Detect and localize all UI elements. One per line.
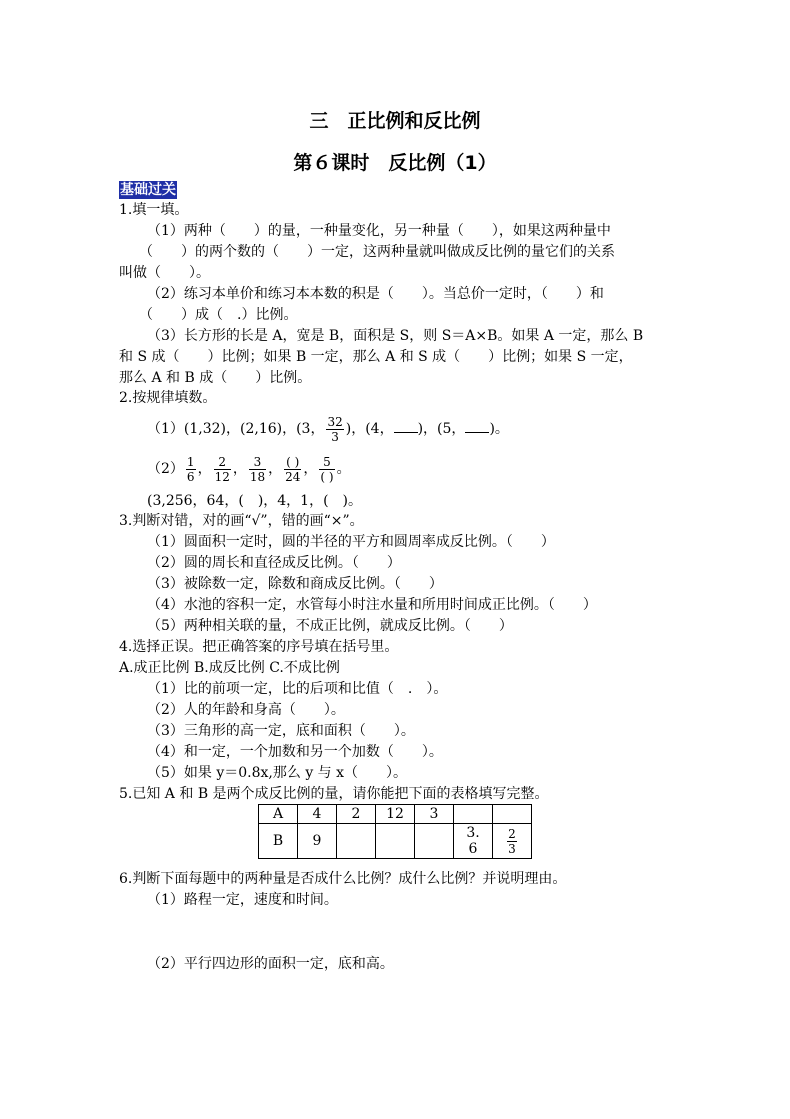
q3-item: （1）圆面积一定时，圆的半径的平方和圆周率成反比例。（ ） <box>147 534 555 550</box>
q2-p2-end: 。 <box>336 461 351 477</box>
q4-item: （4）和一定，一个加数和另一个加数（ ）。 <box>147 744 443 760</box>
fraction-denominator: 24 <box>285 469 301 484</box>
cell-line: 3. <box>466 825 480 841</box>
table-cell: 12 <box>376 805 415 824</box>
q1-line: （1）两种（ ）的量，一种量变化，另一种量（ ），如果这两种量中 <box>147 223 611 239</box>
answer-blank[interactable] <box>394 418 418 433</box>
table-cell <box>454 824 493 859</box>
table-cell-empty[interactable] <box>493 805 532 824</box>
q1-line: （ ）的两个数的（ ）一定，这两种量就叫做成反比例的量它们的关系 <box>139 244 615 260</box>
table-cell-empty[interactable] <box>415 824 454 859</box>
q3-item: （5）两种相关联的量，不成正比例，就成反比例。（ ） <box>147 618 513 634</box>
q4-item: （5）如果 y＝0.8x,那么 y 与 x（ ）。 <box>147 765 408 781</box>
table-cell: B <box>259 824 298 859</box>
q1-line: （2）练习本单价和练习本本数的积是（ ）。当总价一定时，（ ）和 <box>147 286 604 302</box>
fraction-numerator: 5 <box>319 455 334 470</box>
fraction <box>284 455 301 484</box>
fraction-numerator: 1 <box>186 454 195 469</box>
section-badge: 基础过关 <box>120 182 176 198</box>
q1-line: 和 S 成（ ）比例；如果 B 一定，那么 A 和 S 成（ ）比例；如果 S 一定， <box>119 349 633 365</box>
q4-item: （3）三角形的高一定，底和面积（ ）。 <box>147 723 415 739</box>
q6-item: （1）路程一定，速度和时间。 <box>147 892 338 908</box>
fraction <box>249 455 266 484</box>
ratio-table <box>258 804 532 859</box>
fraction <box>186 455 196 484</box>
table-cell-empty[interactable] <box>337 824 376 859</box>
fraction-numerator: 32 <box>327 414 343 429</box>
table-row <box>259 805 532 824</box>
q3-item: （3）被除数一定，除数和商成反比例。（ ） <box>147 576 443 592</box>
q4-item: （2）人的年龄和身高（ ）。 <box>147 702 345 718</box>
q1-line: （3）长方形的长是 A，宽是 B，面积是 S，则 S＝A×B。如果 A 一定，那么 B <box>147 328 644 344</box>
fraction <box>214 455 231 484</box>
table-cell: 3 <box>415 805 454 824</box>
fraction-numerator: 3 <box>249 455 266 470</box>
table-cell <box>493 824 532 859</box>
q5-heading: 5.已知 A 和 B 是两个成反比例的量，请你能把下面的表格填写完整。 <box>119 786 549 802</box>
fraction-numerator: 2 <box>214 455 231 470</box>
q2-part-3: (3,256，64，( )，4，1，( )。 <box>147 493 363 509</box>
q4-item: （1）比的前项一定，比的后项和比值（ . ）。 <box>147 681 448 697</box>
q6-item: （2）平行四边形的面积一定，底和高。 <box>147 956 394 972</box>
unit-title: 三 正比例和反比例 <box>309 110 481 132</box>
table-cell: 9 <box>298 824 337 859</box>
table-cell: 2 <box>337 805 376 824</box>
fraction-numerator: ( ) <box>284 455 301 470</box>
table-cell: A <box>259 805 298 824</box>
q2-p1-sep: )，(5， <box>417 421 466 437</box>
lesson-title: 第６课时 反比例（1） <box>293 152 497 174</box>
q1-line: （ ）成（ .）比例。 <box>139 307 298 323</box>
fraction <box>326 415 343 444</box>
fraction-denominator: 6 <box>186 469 195 484</box>
q3-item: （2）圆的周长和直径成反比例。（ ） <box>147 555 401 571</box>
q1-heading: 1.填一填。 <box>119 202 189 218</box>
q3-item: （4）水池的容积一定，水管每小时注水量和所用时间成正比例。（ ） <box>147 597 597 613</box>
table-cell-empty[interactable] <box>376 824 415 859</box>
fraction <box>319 455 334 484</box>
q1-line: 那么 A 和 B 成（ ）比例。 <box>119 370 312 386</box>
fraction-numerator: 2 <box>508 826 516 841</box>
fraction-denominator: 12 <box>214 469 230 484</box>
fraction-denominator: 3 <box>331 429 339 444</box>
fraction-denominator: 3 <box>508 841 516 856</box>
q3-heading: 3.判断对错，对的画“√”，错的画“×”。 <box>119 513 364 529</box>
q2-p2-prefix: （2） <box>147 461 184 477</box>
fraction <box>507 827 517 856</box>
q6-heading: 6.判断下面每题中的两种量是否成什么比例？成什么比例？并说明理由。 <box>119 871 567 887</box>
table-row <box>259 824 532 859</box>
cell-line: 6 <box>468 841 478 857</box>
table-cell: 4 <box>298 805 337 824</box>
fraction-denominator: ( ) <box>320 469 334 484</box>
q4-heading: 4.选择正误。把正确答案的序号填在括号里。 <box>119 639 399 655</box>
q4-options: A.成正比例 B.成反比例 C.不成比例 <box>119 660 340 676</box>
q2-part-1 <box>147 412 509 446</box>
fraction-denominator: 18 <box>249 469 266 484</box>
table-cell-empty[interactable] <box>454 805 493 824</box>
q1-line: 叫做（ ）。 <box>119 265 210 281</box>
q2-p1-prefix: （1）(1,32)，(2,16)，(3， <box>147 421 325 437</box>
q2-p1-mid: )，(4， <box>345 421 394 437</box>
q2-part-2: （2） $\frac{1}{6}$ ， $\frac{2}{12}$ ， $\frac{3}{18}$ ， $\frac{( )}{24}$ ， $\frac{5}{( )}$ 。 <box>147 454 351 484</box>
answer-blank[interactable] <box>465 418 489 433</box>
q2-p1-end: )。 <box>489 421 509 437</box>
q2-heading: 2.按规律填数。 <box>119 390 217 406</box>
